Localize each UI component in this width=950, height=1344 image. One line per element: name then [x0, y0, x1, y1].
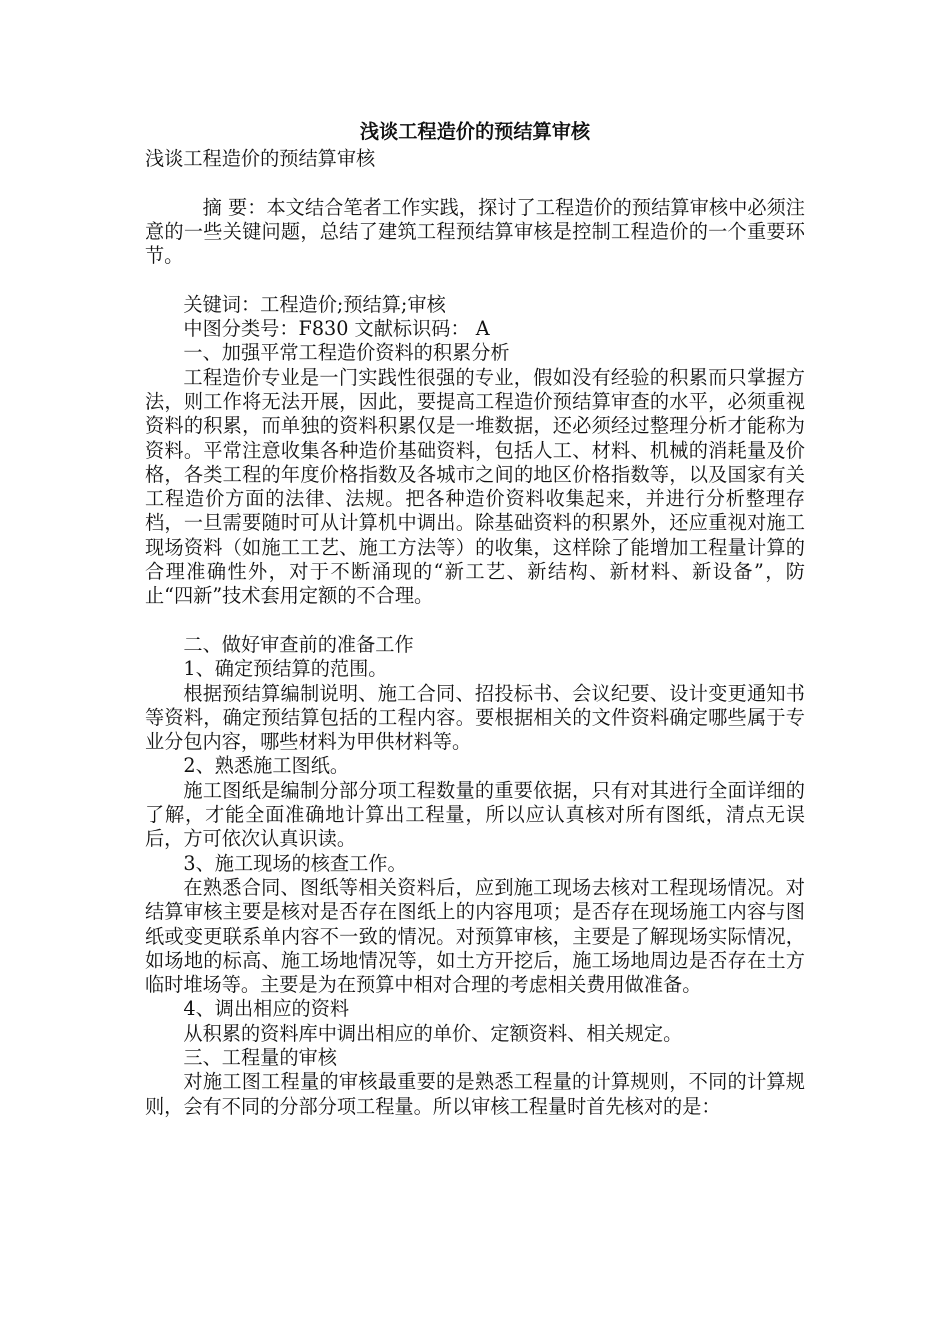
blank-line [145, 268, 805, 292]
body-paragraph: 从积累的资料库中调出相应的单价、定额资料、相关规定。 [183, 1021, 683, 1045]
section-heading: 三、工程量的审核 [183, 1045, 337, 1069]
body-paragraph: 工程造价专业是一门实践性很强的专业，假如没有经验的积累而只掌握方法，则工作将无法开展，因此，要提高工程造价预结算审查的水平，必须重视资料的积累，而单独的资料积累仅是一堆数据，还必须经过整理分析才能称为资料。平常注意收集各种造价基础资料，包括人工、材料、机械的消耗量及价格，各类工程的年度价格指数及各城市之间的地区价格指数等，以及国家有关工程造价方面的法律、法规。把各种造价资料收集起来，并进行分析整理存档，一旦需要随时可从计算机中调出。除基础资料的积累外，还应重视对施工现场资料（如施工工艺、施工方法等）的收集，这样除了能增加工程量计算的合理准确性外，对于不断涌现的“新工艺、新结构、新材料、新设备”，防止“四新”技术套用定额的不合理。 [145, 365, 805, 608]
keywords-line: 关键词：工程造价;预结算;审核 [183, 292, 446, 316]
blank-line [145, 171, 805, 195]
subsection-heading: 2、熟悉施工图纸。 [183, 754, 350, 778]
abstract-paragraph: 摘 要：本文结合笔者工作实践，探讨了工程造价的预结算审核中必须注意的一些关键问题，总结了建筑工程预结算审核是控制工程造价的一个重要环节。 [145, 195, 805, 268]
subsection-heading: 1、确定预结算的范围。 [183, 657, 388, 681]
classification-line: 中图分类号：F830 文献标识码： A [183, 317, 490, 341]
section-heading: 一、加强平常工程造价资料的积累分析 [183, 341, 510, 365]
document-subtitle: 浅谈工程造价的预结算审核 [145, 147, 376, 170]
section-heading: 二、做好审查前的准备工作 [183, 632, 414, 656]
blank-line [145, 609, 805, 633]
subsection-heading: 3、施工现场的核查工作。 [183, 851, 407, 875]
body-paragraph: 对施工图工程量的审核最重要的是熟悉工程量的计算规则，不同的计算规则，会有不同的分部分项工程量。所以审核工程量时首先核对的是： [145, 1070, 805, 1118]
body-paragraph: 在熟悉合同、图纸等相关资料后，应到施工现场去核对工程现场情况。对结算审核主要是核对是否存在图纸上的内容甩项；是否存在现场施工内容与图纸或变更联系单内容不一致的情况。对预算审核，主要是了解现场实际情况，如场地的标高、施工场地情况等，如土方开挖后，施工场地周边是否存在土方临时堆场等。主要是为在预算中相对合理的考虑相关费用做准备。 [145, 875, 805, 997]
subsection-heading: 4、调出相应的资料 [183, 997, 350, 1021]
body-paragraph: 施工图纸是编制分部分项工程数量的重要依据，只有对其进行全面详细的了解，才能全面准确地计算出工程量，所以应认真核对所有图纸，清点无误后，方可依次认真识读。 [145, 778, 805, 851]
document-title: 浅谈工程造价的预结算审核 [359, 120, 591, 143]
body-paragraph: 根据预结算编制说明、施工合同、招投标书、会议纪要、设计变更通知书等资料，确定预结算包括的工程内容。要根据相关的文件资料确定哪些属于专业分包内容，哪些材料为甲供材料等。 [145, 681, 805, 754]
